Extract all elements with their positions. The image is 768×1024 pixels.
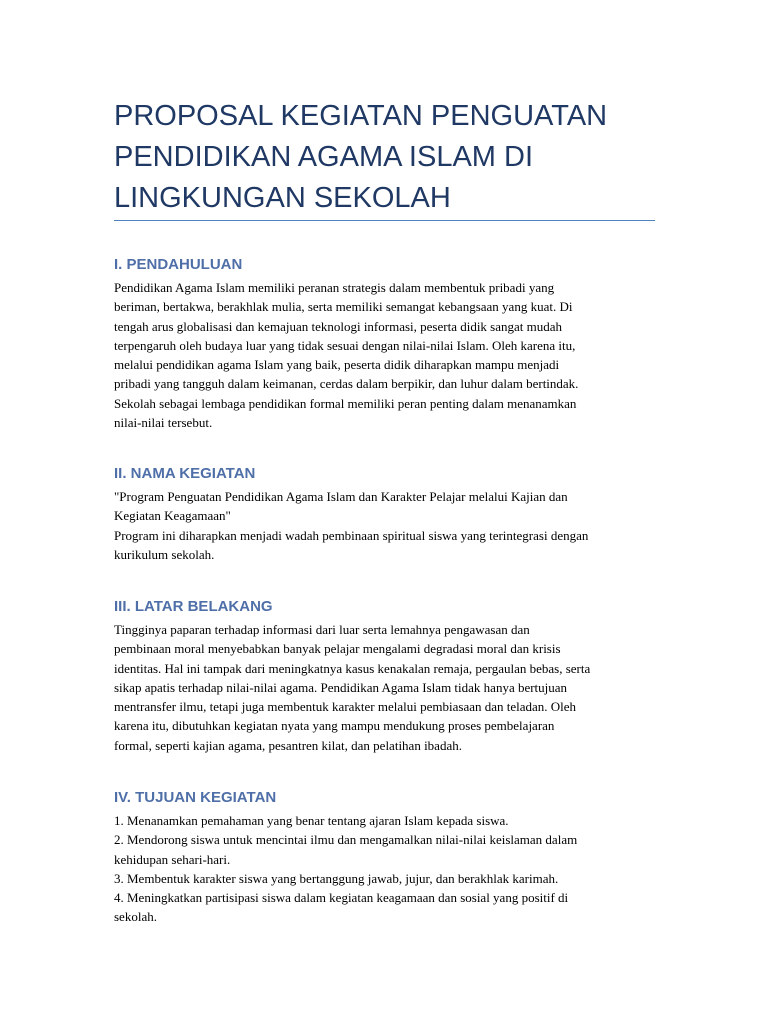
list-item: sekolah. — [114, 909, 157, 925]
title-line: PROPOSAL KEGIATAN PENGUATAN — [114, 100, 608, 132]
list-item: 1. Menanamkan pemahaman yang benar tentang ajaran Islam kepada siswa. — [114, 813, 509, 828]
section-tujuan-kegiatan — [114, 788, 674, 927]
paragraph-line: identitas. Hal ini tampak dari meningkatnya kasus kenakalan remaja, pergaulan bebas, serta — [114, 660, 591, 676]
paragraph-line: melalui pendidikan agama Islam yang baik, peserta didik diharapkan mampu menjadi — [114, 357, 560, 373]
document-title — [114, 96, 674, 219]
list-item: 3. Membentuk karakter siswa yang bertanggung jawab, jujur, dan berakhlak karimah. — [114, 870, 559, 886]
paragraph-line: kurikulum sekolah. — [114, 546, 215, 562]
section-heading: I. PENDAHULUAN — [114, 256, 243, 273]
paragraph-line: beriman, bertakwa, berakhlak mulia, serta memiliki semangat kebangsaan yang kuat. Di — [114, 299, 573, 315]
list-item: 4. Meningkatkan partisipasi siswa dalam kegiatan keagamaan dan sosial yang positif di — [114, 890, 569, 906]
paragraph-line: Tingginya paparan terhadap informasi dari luar serta lemahnya pengawasan dan — [114, 622, 530, 637]
section-latar-belakang — [114, 597, 674, 755]
section-nama-kegiatan — [114, 464, 674, 564]
paragraph-line: Program ini diharapkan menjadi wadah pembinaan spiritual siswa yang terintegrasi dengan — [114, 527, 589, 543]
section-heading: II. NAMA KEGIATAN — [114, 465, 256, 482]
paragraph-line: Kegiatan Keagamaan" — [114, 508, 231, 524]
title-line: LINGKUNGAN SEKOLAH — [114, 182, 451, 214]
section-heading: IV. TUJUAN KEGIATAN — [114, 789, 277, 806]
section-heading: III. LATAR BELAKANG — [114, 598, 273, 615]
title-divider — [114, 220, 655, 221]
paragraph-line: Pendidikan Agama Islam memiliki peranan strategis dalam membentuk pribadi yang — [114, 280, 555, 295]
paragraph-line: "Program Penguatan Pendidikan Agama Islam dan Karakter Pelajar melalui Kajian dan — [114, 489, 568, 504]
paragraph-line: pembinaan moral menyebabkan banyak pelajar mengalami degradasi moral dan krisis — [114, 641, 561, 657]
paragraph-line: pribadi yang tangguh dalam keimanan, cerdas dalam berpikir, dan luhur dalam bertindak. — [114, 376, 579, 392]
section-pendahuluan — [114, 255, 674, 432]
paragraph-line: karena itu, dibutuhkan kegiatan nyata yang mampu mendukung proses pembelajaran — [114, 718, 555, 734]
title-line: PENDIDIKAN AGAMA ISLAM DI — [114, 141, 533, 173]
paragraph-line: sikap apatis terhadap nilai-nilai agama. Pendidikan Agama Islam tidak hanya bertujuan — [114, 679, 568, 695]
list-item: 2. Mendorong siswa untuk mencintai ilmu dan mengamalkan nilai-nilai keislaman dalam — [114, 832, 578, 848]
list-item: kehidupan sehari-hari. — [114, 851, 231, 867]
paragraph-line: terpengaruh oleh budaya luar yang tidak sesuai dengan nilai-nilai Islam. Oleh karena itu, — [114, 337, 576, 353]
paragraph-line: nilai-nilai tersebut. — [114, 415, 213, 431]
paragraph-line: formal, seperti kajian agama, pesantren kilat, dan pelatihan ibadah. — [114, 737, 462, 753]
paragraph-line: mentransfer ilmu, tetapi juga membentuk karakter melalui pembiasaan dan teladan. Oleh — [114, 699, 577, 715]
paragraph-line: tengah arus globalisasi dan kemajuan teknologi informasi, peserta didik sangat mudah — [114, 318, 563, 334]
paragraph-line: Sekolah sebagai lembaga pendidikan formal memiliki peran penting dalam menanamkan — [114, 395, 577, 411]
